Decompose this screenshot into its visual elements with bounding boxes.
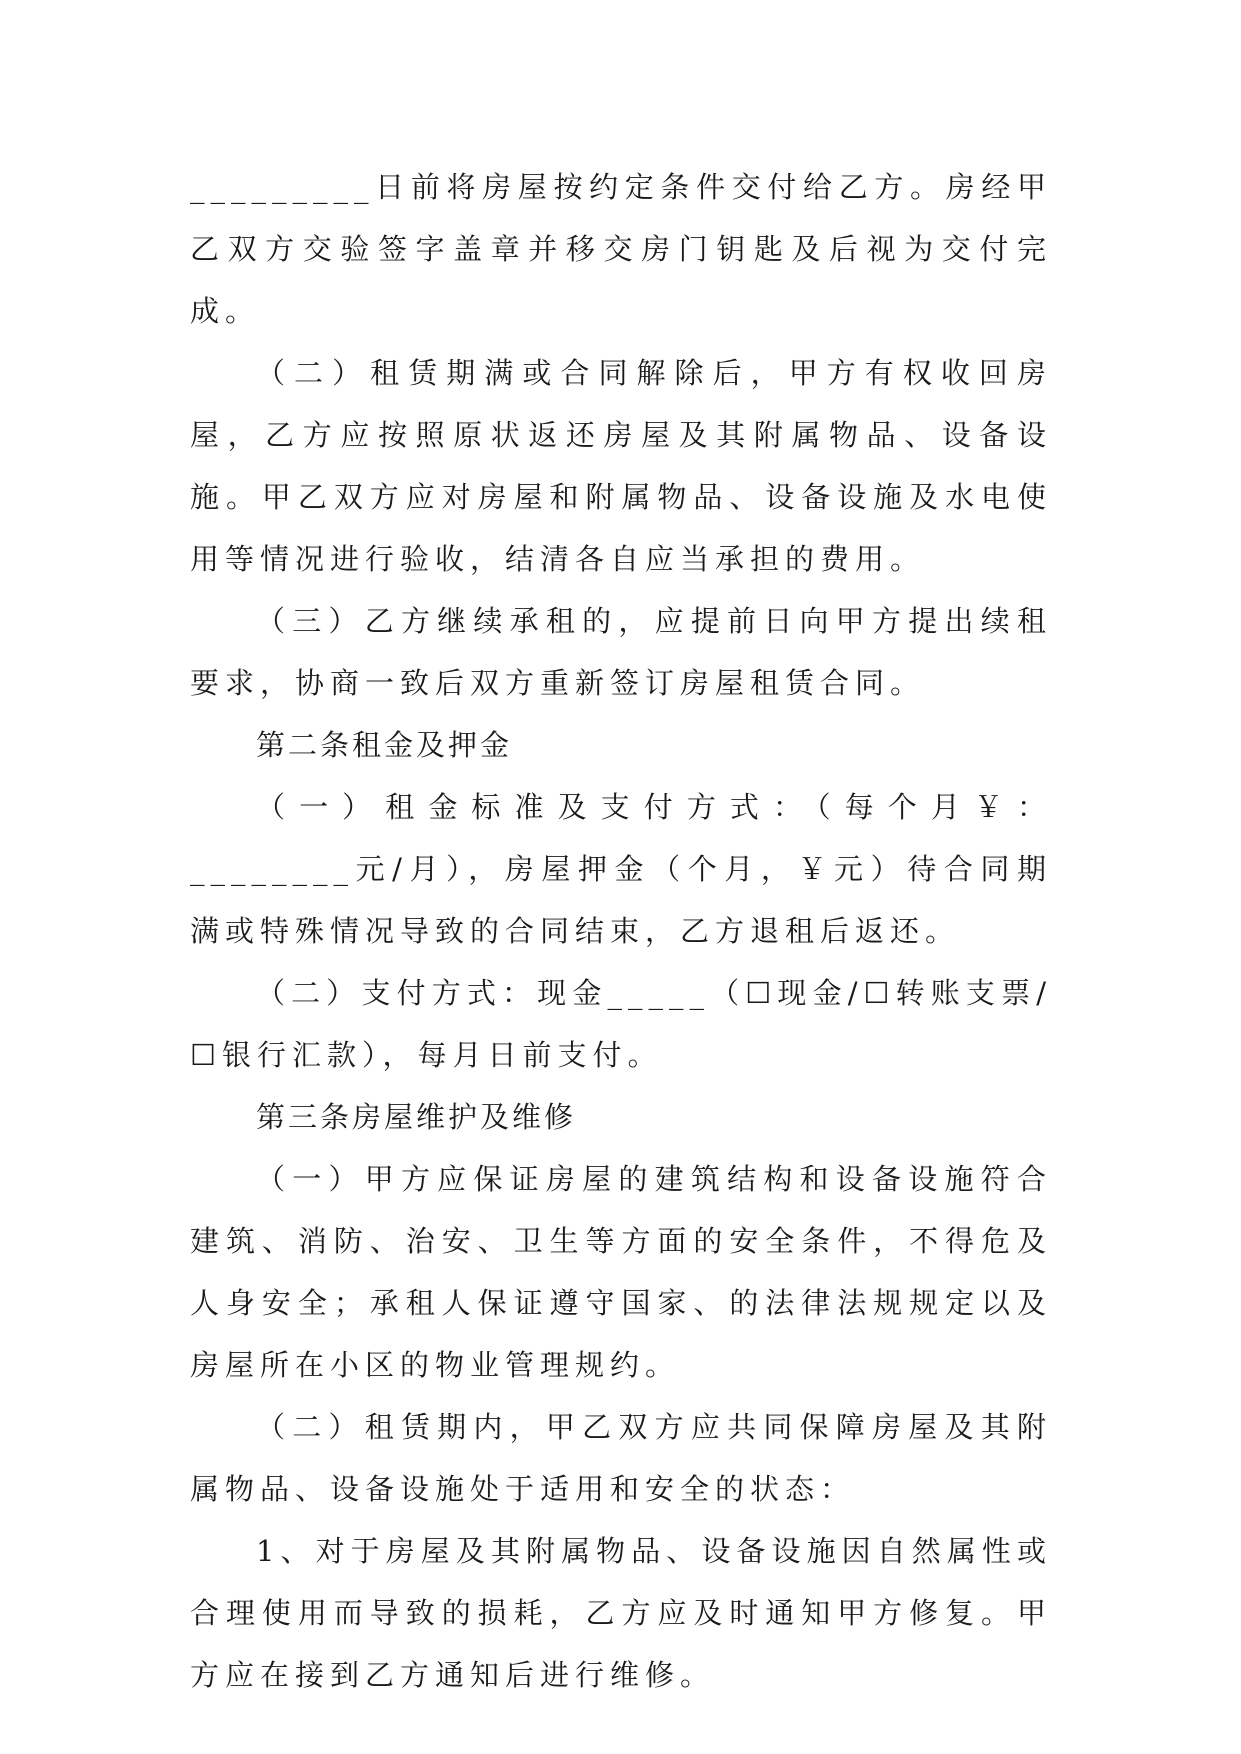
section-heading-rent-deposit: 第二条租金及押金	[256, 728, 513, 762]
paragraph-handover: _________日前将房屋按约定条件交付给乙方。房经甲乙双方交验签字盖章并移交房门钥匙及后视为交付完成。	[190, 170, 1052, 328]
paragraph-safety-obligations: （一）甲方应保证房屋的建筑结构和设备设施符合建筑、消防、治安、卫生等方面的安全条件，不得危及人身安全；承租人保证遵守国家、的法律法规规定以及房屋所在小区的物业管理规约。	[190, 1162, 1052, 1382]
section-heading-maintenance: 第三条房屋维护及维修	[256, 1100, 577, 1134]
paragraph-payment-method: （二）支付方式：现金_____（☐现金/☐转账支票/☐银行汇款），每月日前支付。	[190, 976, 1052, 1072]
paragraph-lease-expiry-return: （二）租赁期满或合同解除后，甲方有权收回房屋，乙方应按照原状返还房屋及其附属物品、设备设施。甲乙双方应对房屋和附属物品、设备设施及水电使用等情况进行验收，结清各自应当承担的费用。	[190, 356, 1052, 576]
paragraph-lease-renewal: （三）乙方继续承租的，应提前日向甲方提出续租要求，协商一致后双方重新签订房屋租赁合同。	[190, 604, 1052, 700]
paragraph-wear-repair: 1、对于房屋及其附属物品、设备设施因自然属性或合理使用而导致的损耗，乙方应及时通知甲方修复。甲方应在接到乙方通知后进行维修。	[190, 1534, 1052, 1692]
paragraph-joint-maintenance: （二）租赁期内，甲乙双方应共同保障房屋及其附属物品、设备设施处于适用和安全的状态：	[190, 1410, 1052, 1506]
paragraph-rent-standard: （一）租金标准及支付方式：（每个月￥：________元/月），房屋押金（个月，￥元）待合同期满或特殊情况导致的合同结束，乙方退租后返还。	[190, 790, 1052, 948]
document-body	[190, 156, 1052, 1706]
